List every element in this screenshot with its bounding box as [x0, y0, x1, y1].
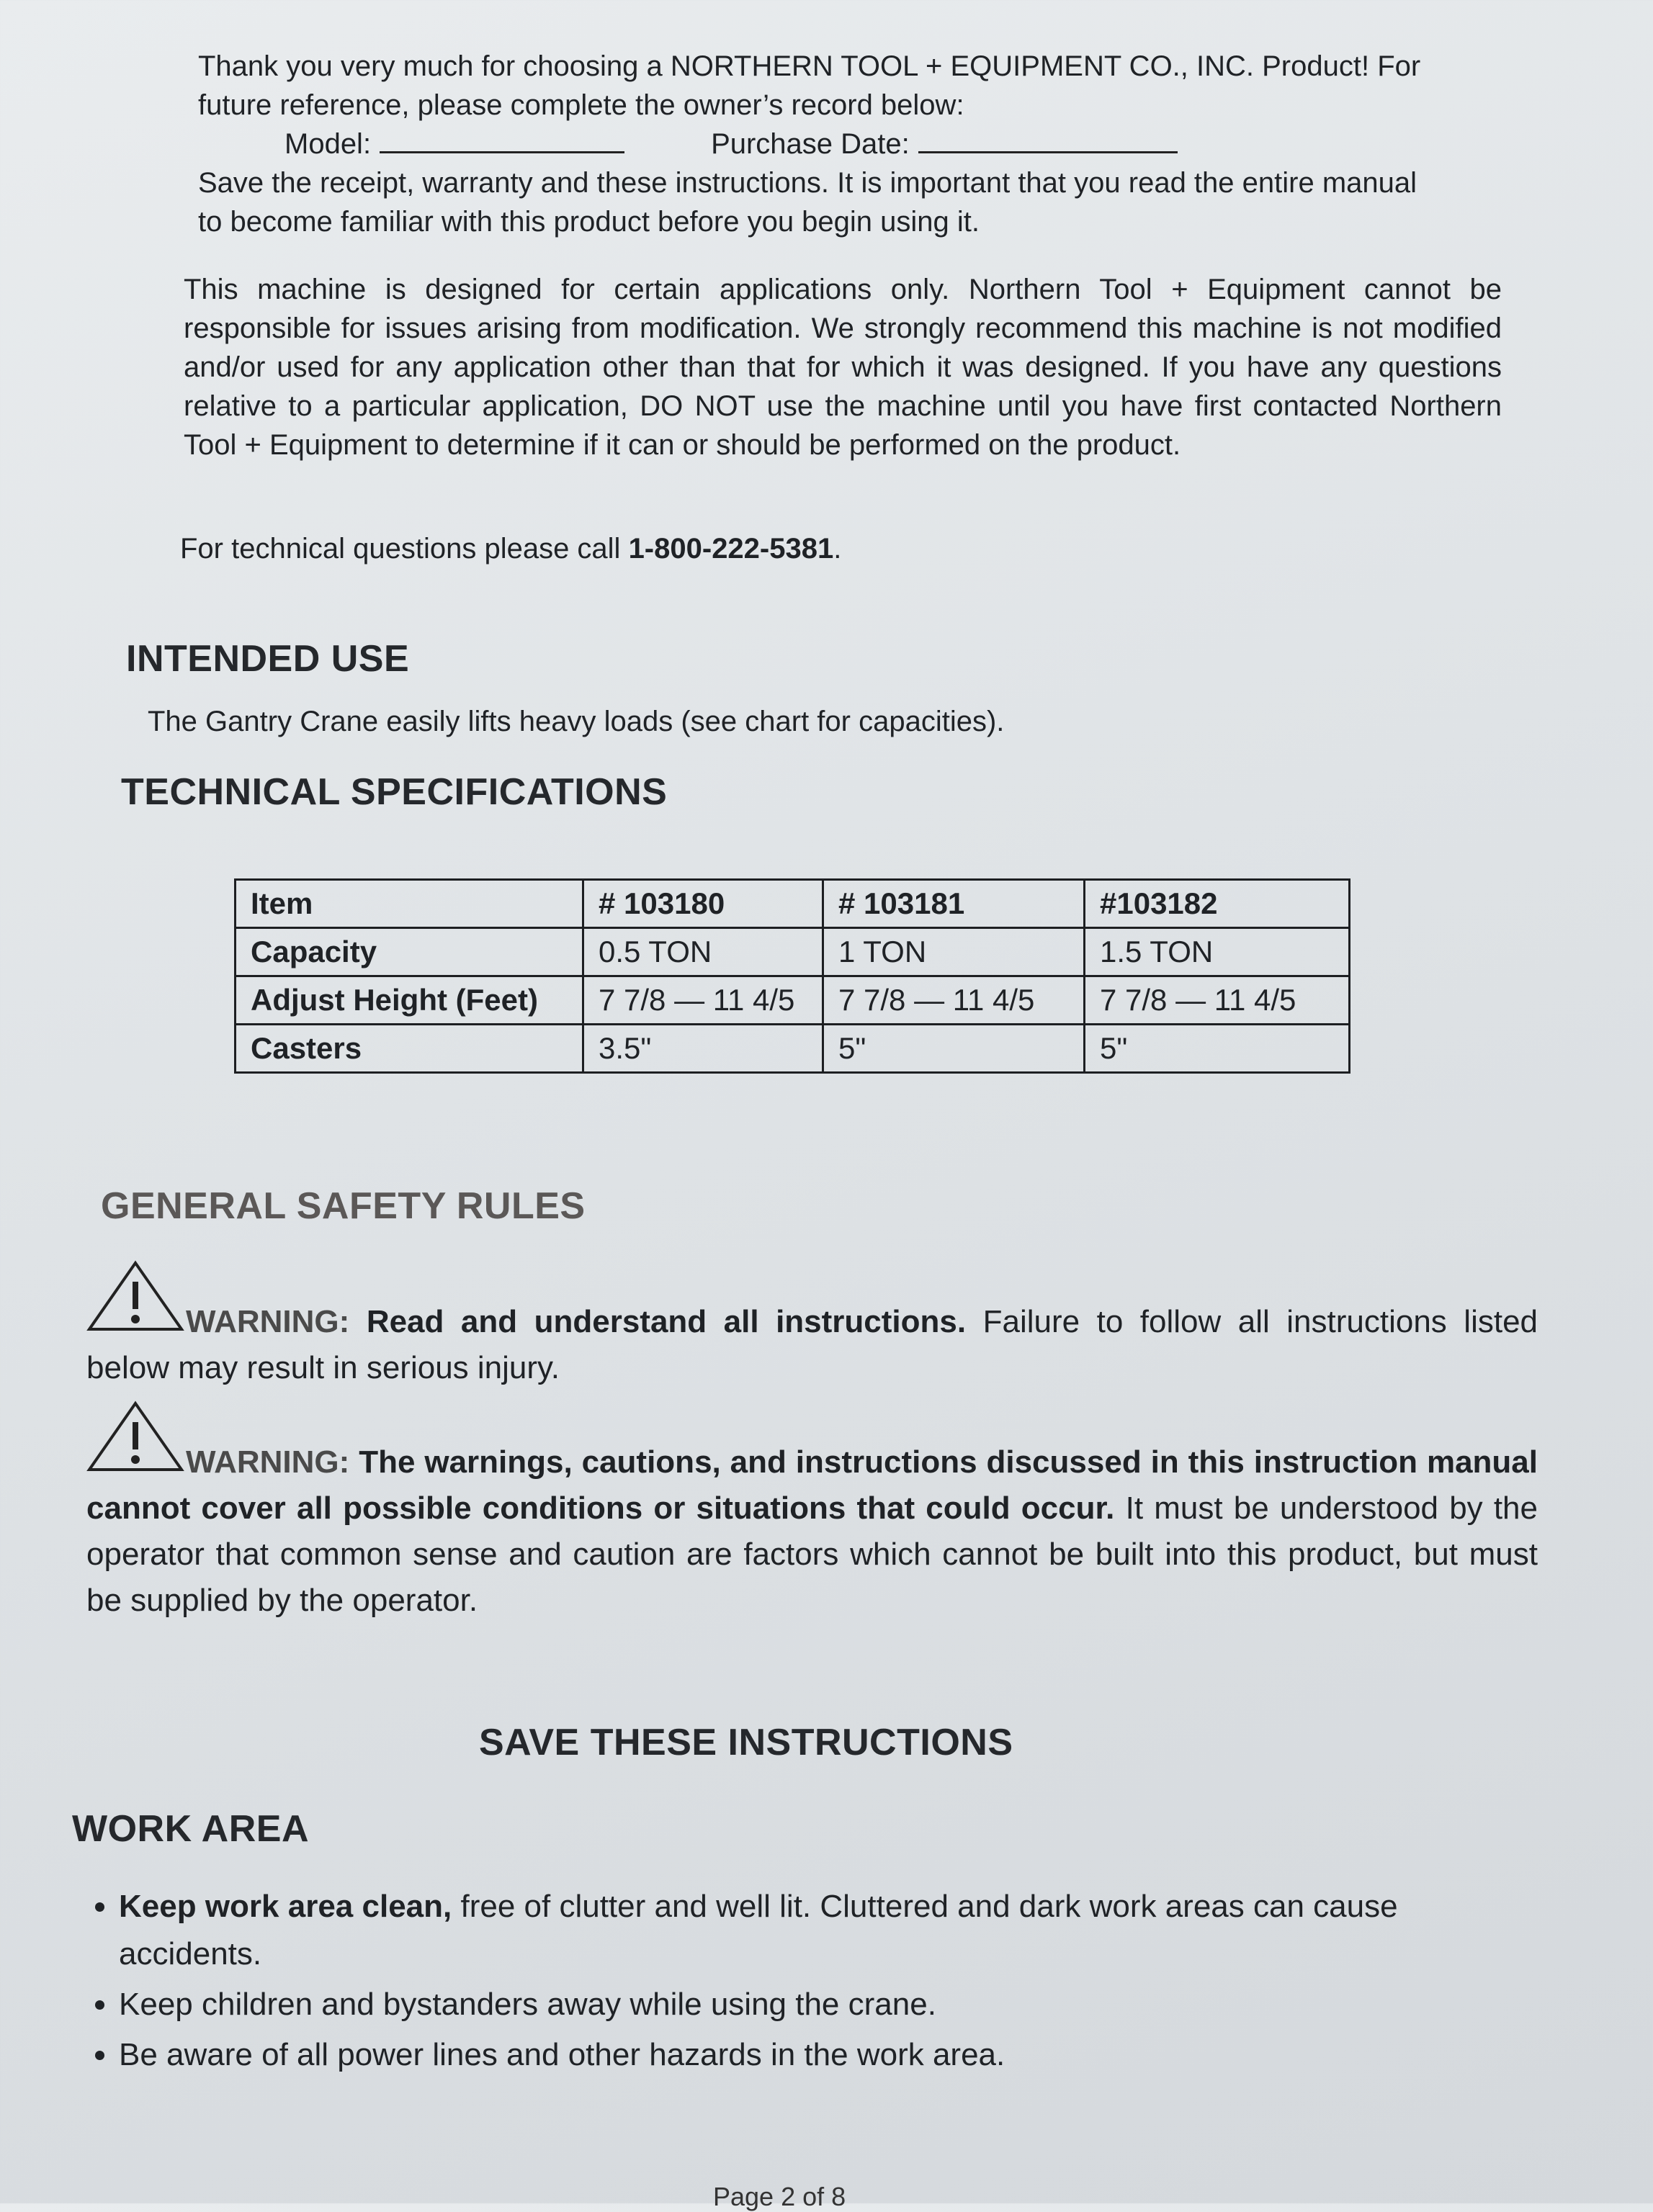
warning-triangle-icon [86, 1260, 184, 1345]
list-item: • Be aware of all power lines and other hazards in the work area. [119, 2031, 1531, 2079]
specs-row-casters [236, 1025, 1350, 1073]
specs-header-row [236, 880, 1350, 928]
disclaimer-paragraph [184, 270, 1502, 464]
warning-label: WARNING: [186, 1304, 350, 1339]
intro-line-3: Save the receipt, warranty and these instructions. It is important that you read the entire manual [198, 167, 1417, 199]
list-item: • Keep children and bystanders away while using the crane. [119, 1981, 1531, 2028]
specs-cell: Adjust Height (Feet) [236, 976, 583, 1025]
specs-cell: Capacity [236, 928, 583, 976]
warning-2-bold-text: The warnings, cautions, and instructions discussed in this instruction manual cannot cover all possible conditions or situations that could occur. [86, 1444, 1538, 1526]
specs-cell: 7 7/8 — 11 4/5 [823, 976, 1085, 1025]
specs-row-adjust-height [236, 976, 1350, 1025]
intended-use-heading: INTENDED USE [126, 638, 410, 680]
purchase-date-field [711, 125, 1178, 163]
intro-line-1: Thank you very much for choosing a NORTHERN TOOL + EQUIPMENT CO., INC. Product! For [198, 50, 1421, 82]
model-label: Model: [285, 128, 372, 160]
specs-cell: 1 TON [823, 928, 1085, 976]
specs-cell: 3.5" [583, 1025, 823, 1073]
intro-line-4: to become familiar with this product before you begin using it. [198, 206, 980, 238]
work-area-heading: WORK AREA [72, 1808, 309, 1850]
warning-1-text: Failure to follow all instructions listed below may result in serious injury. [86, 1304, 1538, 1385]
intro-line-2: future reference, please complete the owner’s record below: [198, 89, 964, 121]
warning-1-bold-text: Read and understand all instructions. [366, 1304, 967, 1339]
warning-block-1 [86, 1260, 1538, 1391]
model-blank-line [380, 128, 624, 153]
tech-questions-suffix: . [833, 533, 842, 565]
specs-cell: 0.5 TON [583, 928, 823, 976]
model-field [285, 125, 624, 163]
save-instructions-heading: SAVE THESE INSTRUCTIONS [479, 1722, 1013, 1763]
list-item-bold: Keep work area clean, [119, 1889, 452, 1924]
specs-cell: Casters [236, 1025, 583, 1073]
specs-table [234, 878, 1350, 1074]
page-number-footer: Page 2 of 8 [713, 2182, 846, 2211]
tech-phone-number: 1-800-222-5381 [628, 533, 834, 565]
specs-cell: 5" [823, 1025, 1085, 1073]
tech-specs-heading: TECHNICAL SPECIFICATIONS [121, 771, 668, 813]
warning-block-2 [86, 1401, 1538, 1624]
tech-questions-prefix: For technical questions please call [180, 533, 629, 565]
warning-label: WARNING: [186, 1444, 350, 1480]
general-safety-heading: GENERAL SAFETY RULES [101, 1185, 586, 1227]
specs-header-cell: #103182 [1085, 880, 1350, 928]
specs-cell: 7 7/8 — 11 4/5 [1085, 976, 1350, 1025]
owner-record-row [285, 125, 1495, 163]
work-area-list [79, 1883, 1531, 2082]
specs-row-capacity [236, 928, 1350, 976]
tech-questions-line [180, 529, 1477, 568]
intended-use-text: The Gantry Crane easily lifts heavy loads (see chart for capacities). [148, 706, 1005, 737]
specs-header-cell: # 103181 [823, 880, 1085, 928]
specs-cell: 1.5 TON [1085, 928, 1350, 976]
intro-block [198, 47, 1495, 241]
specs-header-cell: Item [236, 880, 583, 928]
specs-cell: 7 7/8 — 11 4/5 [583, 976, 823, 1025]
specs-cell: 5" [1085, 1025, 1350, 1073]
disclaimer-text: This machine is designed for certain applications only. Northern Tool + Equipment cannot be responsible for issues arising from modification. We strongly recommend this machine is not modified and/or used for any application other than that for which it was designed. If you have any questions relative to a particular application, DO NOT use the machine until you have first contacted Northern Tool + Equipment to determine if it can or should be performed on the product. [184, 274, 1502, 461]
purchase-date-blank-line [918, 128, 1178, 153]
warning-triangle-icon [86, 1401, 184, 1485]
warning-2-text: It must be understood by the operator that common sense and caution are factors which cannot be built into this product, but must be supplied by the operator. [86, 1491, 1538, 1618]
list-item [119, 1883, 1531, 1978]
list-item-text: free of clutter and well lit. Cluttered and dark work areas can cause accidents. [119, 1889, 1398, 1972]
specs-header-cell: # 103180 [583, 880, 823, 928]
purchase-date-label: Purchase Date: [711, 128, 910, 160]
